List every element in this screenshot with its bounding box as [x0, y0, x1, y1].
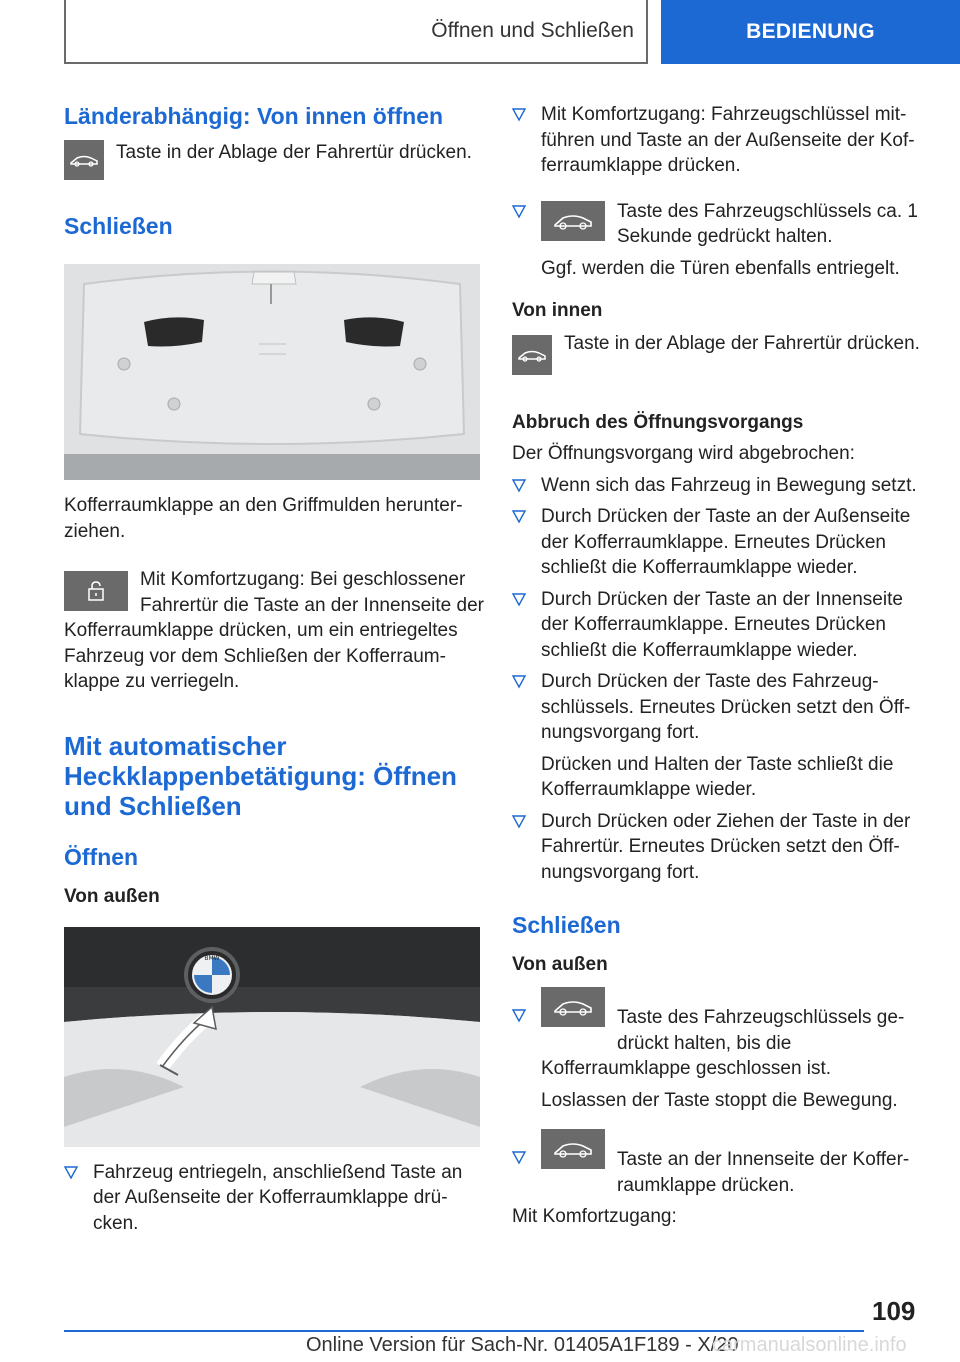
triangle-bullet-icon [512, 205, 526, 219]
triangle-bullet-icon [512, 108, 526, 122]
heading-from-outside: Von außen [64, 885, 160, 907]
abort-item-4: Durch Drücken der Taste des Fahrzeugschlüssels. Erneutes Drücken setzt den Öffnungsvorgang fort. [541, 671, 911, 743]
list-abort-cont [512, 809, 927, 886]
triangle-bullet-icon [512, 479, 526, 493]
list-item [64, 1160, 484, 1237]
heading-country-specific: Länderabhängig: Von innen öffnen [64, 103, 444, 129]
right-column [512, 100, 927, 1230]
list-item [512, 473, 927, 499]
lock-icon [64, 571, 128, 611]
abort-item-1: Wenn sich das Fahrzeug in Bewegung setzt. [541, 474, 917, 496]
left-column [64, 100, 484, 1236]
triangle-bullet-icon [512, 510, 526, 524]
footer-divider [64, 1330, 864, 1332]
chapter-label: BEDIENUNG [661, 0, 960, 64]
list-item [512, 809, 927, 886]
heading-from-inside: Von innen [512, 300, 603, 321]
bmw-badge-text: BMW [204, 954, 220, 962]
text-abort-intro: Der Öffnungsvorgang wird abgebrochen: [512, 443, 855, 464]
header-section-box [64, 0, 648, 64]
trunk-inside-icon [541, 1129, 605, 1169]
triangle-bullet-icon [512, 675, 526, 689]
close-item-2: Taste an der Innenseite der Kofferraumklappe drücken. [617, 1149, 910, 1196]
heading-auto-tailgate: Mit automatischer Heckklappenbetätigung: Öffnen und Schließen [64, 730, 457, 821]
watermark: carmanualsonline.info [712, 1334, 907, 1356]
triangle-bullet-icon [512, 1151, 526, 1165]
text-inside: Taste in der Ablage der Fahrertür drücken. [564, 333, 920, 354]
triangle-bullet-icon [512, 1009, 526, 1023]
bullet-key-text: Taste des Fahrzeugschlüssels ca. 1 Sekunde gedrückt halten. [617, 200, 918, 247]
text-comfort-2: Mit Komfortzugang: [512, 1206, 677, 1227]
list-open-outside [64, 1160, 484, 1237]
text-pull-handles: Kofferraumklappe an den Griffmulden herunterziehen. [64, 495, 463, 542]
key-trunk-icon [541, 987, 605, 1027]
abort-item-5: Durch Drücken oder Ziehen der Taste in der Fahrertür. Erneutes Drücken setzt den Öffnungsvorgang fort. [541, 810, 911, 883]
abort-item-3: Durch Drücken der Taste an der Innenseite der Kofferraumklappe. Erneutes Drücken schließt die Kofferraumklappe wieder. [541, 588, 903, 661]
abort-item-2: Durch Drücken der Taste an der Außenseite der Kofferraumklappe. Erneutes Drücken schließt die Kofferraumklappe wieder. [541, 506, 911, 578]
list-item [512, 102, 927, 179]
triangle-bullet-icon [512, 815, 526, 829]
close-sub-text: Loslassen der Taste stoppt die Bewegung. [541, 1089, 898, 1111]
bullet-outside-text: Fahrzeug entriegeln, anschließend Taste an der Außenseite der Kofferraumklappe drücken. [93, 1161, 463, 1234]
list-item [512, 587, 927, 664]
list-close-inside [512, 1127, 927, 1198]
list-abort [512, 473, 927, 746]
list-item [512, 1127, 927, 1198]
key-trunk-icon [541, 201, 605, 241]
list-item [512, 199, 927, 250]
section-title: Öffnen und Schließen [431, 19, 634, 42]
tailgate-button-photo [64, 927, 480, 1147]
heading-open: Öffnen [64, 843, 139, 870]
triangle-bullet-icon [64, 1166, 78, 1180]
heading-from-outside-2: Von außen [512, 954, 608, 975]
text-comfort-lock: Mit Komfortzugang: Bei geschlossener Fahrertür die Taste an der Innenseite der Kofferraumklappe drücken, um ein entriegeltes Fahrzeug vor dem Schließen der Kofferraumklappe zu verriegeln. [64, 569, 484, 692]
triangle-bullet-icon [512, 593, 526, 607]
list-item [512, 504, 927, 581]
list-item [512, 669, 927, 746]
footer-online-version: Online Version für Sach-Nr. 01405A1F189 - X/20 [306, 1334, 739, 1356]
close-item-1: Taste des Fahrzeugschlüssels gedrückt halten, bis die Kofferraumklappe geschlossen ist. [541, 1007, 905, 1079]
car-trunk-icon [64, 140, 104, 180]
list-comfort [512, 102, 927, 250]
heading-close: Schließen [64, 213, 173, 239]
trunk-interior-photo [64, 264, 480, 480]
page-number: 109 [872, 1296, 916, 1326]
list-close-outside [512, 985, 927, 1082]
list-item [512, 985, 927, 1082]
bullet-comfort-text: Mit Komfortzugang: Fahrzeugschlüssel mitführen und Taste an der Außenseite der Kofferraumklappe drücken. [541, 104, 915, 176]
abort-sub-text: Drücken und Halten der Taste schließt die Kofferraumklappe wieder. [541, 753, 894, 800]
text-country-inside: Taste in der Ablage der Fahrertür drücken. [116, 142, 472, 163]
heading-close-2: Schließen [512, 912, 621, 938]
sub-key-text: Ggf. werden die Türen ebenfalls entriegelt. [541, 257, 900, 279]
car-trunk-icon [512, 335, 552, 375]
heading-abort: Abbruch des Öffnungsvorgangs [512, 412, 804, 433]
